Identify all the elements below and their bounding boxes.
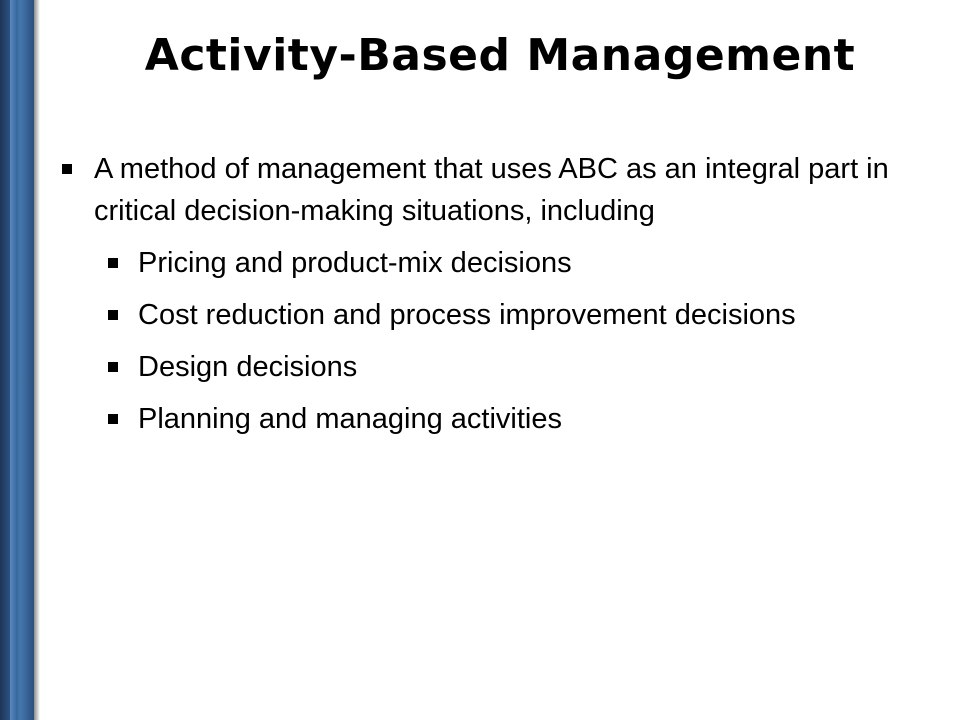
left-accent-bar-shadow xyxy=(34,0,40,720)
sub-bullet-item xyxy=(60,398,920,440)
left-accent-bar-highlight xyxy=(10,0,16,720)
square-bullet-icon xyxy=(108,362,118,372)
square-bullet-icon xyxy=(108,310,118,320)
sub-bullet-item xyxy=(60,294,920,336)
sub-bullet-text: Planning and managing activities xyxy=(138,403,562,435)
slide-title: Activity-Based Management xyxy=(144,30,856,81)
bullet-list xyxy=(60,148,920,450)
left-accent-bar xyxy=(0,0,34,720)
bullet-item xyxy=(60,148,920,232)
sub-bullet-item xyxy=(60,242,920,284)
bullet-text: A method of management that uses ABC as an integral part in critical decision-making situations, including xyxy=(94,153,889,227)
sub-bullet-text: Cost reduction and process improvement decisions xyxy=(138,299,796,331)
sub-bullet-text: Pricing and product-mix decisions xyxy=(138,247,572,279)
square-bullet-icon xyxy=(108,414,118,424)
square-bullet-icon xyxy=(62,164,72,174)
sub-bullet-text: Design decisions xyxy=(138,351,358,383)
sub-bullet-item xyxy=(60,346,920,388)
square-bullet-icon xyxy=(108,258,118,268)
